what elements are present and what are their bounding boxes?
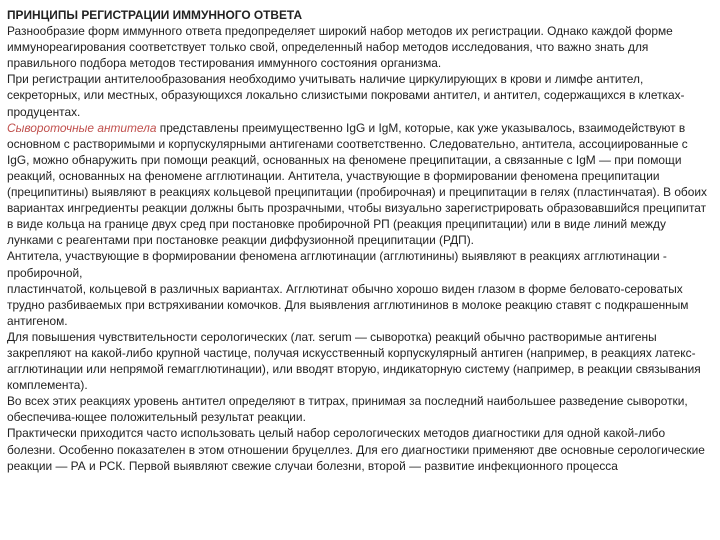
document-page [7, 7, 713, 474]
serum-antibodies-text: представлены преимущественно IgG и IgM, которые, как уже указывалось, взаимодействуют в основном с растворимыми и корпускулярными антигенами соответственно. Следовательно, антитела, ассоциированные с IgG, можно обнаружить при помощи реакций, основанных на феномене преципитации, а связанные с IgM — при помощи реакций, основанных на феномене агглютинации. Антитела, участвующие в формировании феномена преципитации (преципитины) выявляют в реакциях кольцевой преципитации (пробирочная) и преципитации в гелях (пластинчатая). В обоих вариантах ингредиенты реакции должны быть прозрачными, чтобы визуально зарегистрировать образовавшийся преципитат в виде кольца на границе двух сред при постановке пробирочной РП (реакция преципитации) или в виде линий между лунками с реагентами при постановке реакции диффузионной преципитации (РДП). [7, 120, 707, 248]
paragraph-intro: Разнообразие форм иммунного ответа предопределяет широкий набор методов их регистрации. Однако каждой форме иммунореагирования соответствует только свой, определенный набор методов исследования, что важно знать для правильного подбора методов тестирования иммунного состояния организма. [7, 24, 673, 71]
paragraph-agglutination-variants: пластинчатой, кольцевой в различных вариантах. Агглютинат обычно хорошо виден глазом в форме беловато-сероватых трудно разбиваемых при встряхивании комочков. Для выявления агглютининов в молоке реакцию ставят с подкрашенным антигеном. [7, 281, 689, 328]
document-title: ПРИНЦИПЫ РЕГИСТРАЦИИ ИММУННОГО ОТВЕТА [7, 8, 303, 22]
paragraph-serum-antibodies [7, 120, 713, 249]
paragraph-titers: Во всех этих реакциях уровень антител определяют в титрах, принимая за последний наибольшее разведение сыворотки, обеспечива-ющее положительный результат реакции. [7, 394, 688, 425]
paragraph-sensitivity: Для повышения чувствительности серологических (лат. serum — сыворотка) реакций обычно растворимые антигены закрепляют на какой-либо крупной частице, получая искусственный корпускулярный антиген (например, в реакциях латекс-агглютинации или непрямой гемагглютинации), или вводят вторую, индикаторную систему (например, в реакции связывания комплемента). [7, 329, 701, 393]
paragraph-agglutination-intro: Антитела, участвующие в формировании феномена агглютинации (агглютинины) выявляют в реакциях агглютинации - пробирочной, [7, 249, 667, 280]
paragraph-antibody-registration: При регистрации антителообразования необходимо учитывать наличие циркулирующих в крови и лимфе антител, секреторных, или местных, образующихся локально слизистыми покровами антител, и антител, содержащихся в клетках-продуцентах. [7, 72, 685, 119]
paragraph-practice: Практически приходится часто использовать целый набор серологических методов диагностики для одной какой-либо болезни. Особенно показателен в этом отношении бруцеллез. Для его диагностики применяют две основные серологические реакции — РА и РСК. Первой выявляют свежие случаи болезни, второй — развитие инфекционного процесса [7, 426, 705, 473]
serum-antibodies-term: Сывороточные антитела [7, 120, 157, 135]
